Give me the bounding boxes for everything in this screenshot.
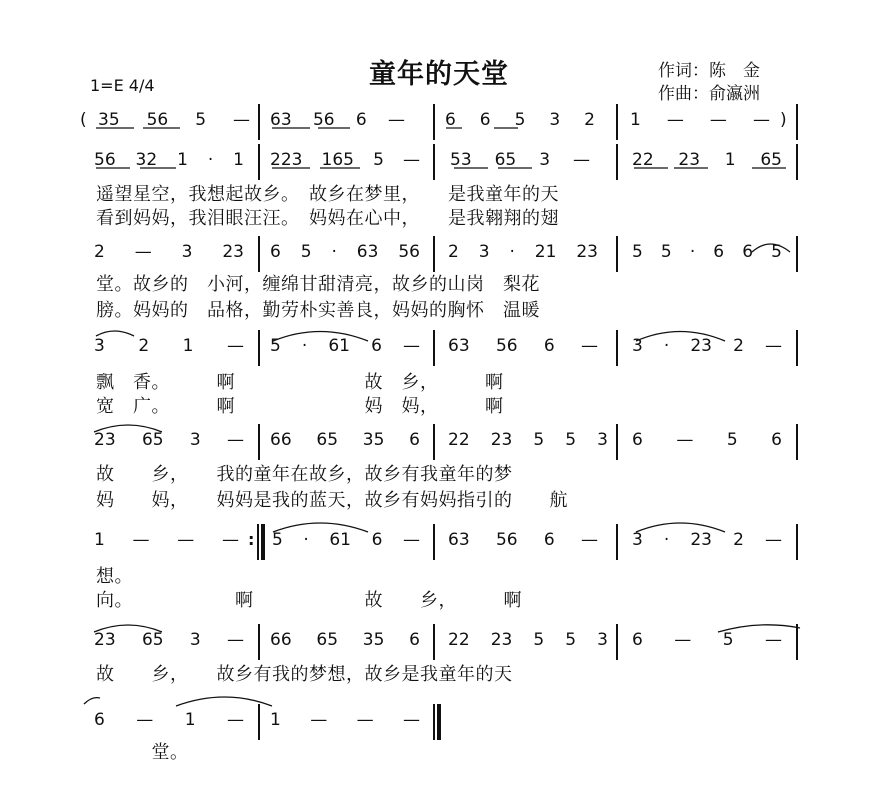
note-group: 23 <box>94 630 116 650</box>
note-group: 6 <box>632 430 643 450</box>
note-group: 5 <box>533 430 545 450</box>
note-group: — <box>402 150 420 170</box>
note-group: 6 <box>771 430 782 450</box>
note-group: — <box>764 630 782 650</box>
note-group: 32 <box>135 150 158 170</box>
note-group: — <box>764 530 782 550</box>
note-group: 35 <box>362 630 385 650</box>
note-group: 3 <box>181 242 193 262</box>
note-group: 65 <box>141 430 164 450</box>
note-group: 3 <box>539 150 551 170</box>
note-group: 5 <box>373 150 384 170</box>
note-group: 5 <box>722 630 734 650</box>
composer-credit: 作曲：俞瀛洲 <box>658 84 760 104</box>
note-group: 56 <box>146 110 169 130</box>
tie <box>84 698 100 704</box>
note-group: 56 <box>312 110 335 130</box>
lyrics-verse-1: 遥望星空，我想起故乡。 故乡在梦里， 是我童年的天 <box>96 184 559 205</box>
note-group: 65 <box>141 630 164 650</box>
note-group: · <box>303 530 309 550</box>
note-group: · <box>331 242 337 262</box>
tie <box>718 625 800 632</box>
lyrics-verse-1: 故 乡， 我的童年在故乡，故乡有我童年的梦 <box>96 464 513 485</box>
lyrics-verse-1: 堂。故乡的 小河，缠绵甘甜清亮，故乡的山岗 梨花 <box>96 274 540 295</box>
note-group: 5 <box>726 430 738 450</box>
note-group: 6 <box>409 630 420 650</box>
note-group: — <box>226 336 244 356</box>
note-group: 56 <box>495 336 518 356</box>
song-title: 童年的天堂 <box>369 59 509 90</box>
note-group: 1 <box>233 150 244 170</box>
note-group: 35 <box>362 430 385 450</box>
note-group: 1 <box>630 110 641 130</box>
note-group: 5 <box>565 630 577 650</box>
lyrics-verse-1: 堂。 <box>96 742 189 763</box>
note-group: — <box>676 430 694 450</box>
note-group: 61 <box>328 336 350 356</box>
repeat-sign: : <box>248 530 255 549</box>
note-group: 65 <box>494 150 517 170</box>
note-group: 56 <box>94 150 116 170</box>
note-group: 61 <box>329 530 351 550</box>
lyrics-verse-2: 膀。妈妈的 品格，勤劳朴实善良，妈妈的胸怀 温暖 <box>96 300 540 321</box>
note-group: 5 <box>533 630 545 650</box>
note-group: 165 <box>321 150 354 170</box>
note-group: 66 <box>270 430 292 450</box>
note-group: — <box>221 530 239 550</box>
slur <box>94 625 162 632</box>
note-group: — <box>227 430 244 450</box>
note-group: — <box>666 110 684 130</box>
key-signature: 1=E 4/4 <box>90 76 155 95</box>
lyrics-verse-1: 故 乡， 故乡有我的梦想，故乡是我童年的天 <box>96 664 513 685</box>
note-group: 23 <box>490 430 513 450</box>
note-group: 23 <box>690 336 712 356</box>
note-group: 23 <box>690 530 712 550</box>
lyrics-verse-2: 看到妈妈，我泪眼汪汪。 妈妈在心中， 是我翱翔的翅 <box>96 208 559 229</box>
note-group: · <box>663 336 670 356</box>
note-group: 2 <box>94 242 105 262</box>
note-group: 6 <box>371 530 383 550</box>
note-group: 3 <box>632 530 643 550</box>
note-group: 22 <box>448 630 470 650</box>
note-group: 3 <box>597 630 608 650</box>
note-group: 3 <box>597 430 608 450</box>
note-group: 223 <box>270 150 303 170</box>
note-group: 23 <box>576 242 598 262</box>
note-group: 56 <box>495 530 518 550</box>
lyrics-verse-1: 想。 <box>96 566 133 587</box>
note-group: — <box>134 242 152 262</box>
note-group: — <box>226 710 244 730</box>
note-group: — <box>764 336 782 356</box>
note-group: 63 <box>270 110 292 130</box>
lyricist-credit: 作词：陈 金 <box>658 61 760 81</box>
note-group: — <box>132 530 150 550</box>
note-group: 65 <box>316 430 339 450</box>
note-group: — <box>227 630 244 650</box>
lyrics-verse-2: 宽 广。 啊 妈 妈， 啊 <box>96 396 504 417</box>
note-group: 2 <box>138 336 150 356</box>
note-group: — <box>402 530 420 550</box>
note-group: — <box>356 710 374 730</box>
note-group: 6 <box>479 110 491 130</box>
note-group: 3 <box>189 630 201 650</box>
note-group: — <box>581 530 598 550</box>
note-group: 6 <box>270 242 281 262</box>
note-group: 1 <box>182 336 194 356</box>
slur <box>96 331 134 336</box>
note-group: 3 <box>94 336 105 356</box>
note-group: · <box>509 242 515 262</box>
note-group: 5 <box>195 110 207 130</box>
note-group: 22 <box>632 150 654 170</box>
note-group: 3 <box>478 242 490 262</box>
note-group: — <box>403 710 420 730</box>
note-group: 53 <box>450 150 472 170</box>
slur <box>636 523 725 532</box>
note-group: 2 <box>733 530 744 550</box>
note-group: — <box>674 630 692 650</box>
note-group: 22 <box>448 430 470 450</box>
lyrics-verse-1: 飘 香。 啊 故 乡， 啊 <box>96 372 504 393</box>
note-group: 1 <box>724 150 736 170</box>
intro-close-paren: ) <box>780 110 787 130</box>
slur <box>273 523 368 532</box>
note-group: 5 <box>270 336 281 356</box>
note-group: 1 <box>94 530 105 550</box>
note-group: 1 <box>270 710 281 730</box>
note-group: 6 <box>445 110 456 130</box>
note-group: 63 <box>356 242 379 262</box>
note-group: — <box>232 110 250 130</box>
slur <box>636 332 725 342</box>
note-group: · <box>663 530 670 550</box>
note-group: 6 <box>355 110 367 130</box>
slur <box>273 332 368 342</box>
note-group: — <box>572 150 590 170</box>
note-group: 23 <box>678 150 701 170</box>
note-group: 6 <box>713 242 725 262</box>
note-group: 5 <box>272 530 283 550</box>
note-group: 6 <box>543 530 555 550</box>
note-group: 5 <box>771 242 782 262</box>
note-group: 35 <box>98 110 120 130</box>
note-group: 23 <box>222 242 244 262</box>
note-group: 65 <box>316 630 339 650</box>
note-group: 56 <box>398 242 420 262</box>
note-group: 3 <box>632 336 643 356</box>
note-group: 6 <box>632 630 643 650</box>
note-group: 2 <box>733 336 744 356</box>
note-group: 23 <box>490 630 513 650</box>
note-group: 2 <box>584 110 595 130</box>
note-group: 5 <box>632 242 643 262</box>
note-group: 66 <box>270 630 292 650</box>
note-group: · <box>301 336 308 356</box>
note-group: — <box>136 710 154 730</box>
note-group: 63 <box>448 530 470 550</box>
note-group: — <box>388 110 405 130</box>
note-group: 3 <box>549 110 561 130</box>
note-group: 6 <box>543 336 555 356</box>
note-group: 65 <box>760 150 782 170</box>
note-group: 21 <box>534 242 557 262</box>
note-group: 5 <box>565 430 577 450</box>
note-group: — <box>402 336 420 356</box>
note-group: 5 <box>514 110 526 130</box>
lyrics-verse-2: 妈 妈， 妈妈是我的蓝天，故乡有妈妈指引的 航 <box>96 490 568 511</box>
note-group: 23 <box>94 430 116 450</box>
note-group: 5 <box>660 242 672 262</box>
note-group: — <box>310 710 328 730</box>
note-group: 3 <box>189 430 201 450</box>
lyrics-verse-2: 向。 啊 故 乡， 啊 <box>96 590 522 611</box>
note-group: 1 <box>177 150 188 170</box>
note-group: 6 <box>409 430 420 450</box>
note-group: — <box>752 110 770 130</box>
note-group: — <box>177 530 195 550</box>
slur <box>752 244 790 252</box>
note-group: — <box>709 110 727 130</box>
slur <box>94 425 162 432</box>
note-group: 6 <box>742 242 754 262</box>
tie <box>176 697 272 706</box>
note-group: 2 <box>448 242 459 262</box>
note-group: 6 <box>371 336 382 356</box>
note-group: — <box>581 336 598 356</box>
note-group: 63 <box>448 336 470 356</box>
note-group: 1 <box>184 710 196 730</box>
note-group: · <box>207 150 214 170</box>
note-group: · <box>689 242 696 262</box>
note-group: 6 <box>94 710 105 730</box>
note-group: 5 <box>300 242 312 262</box>
intro-open-paren: ( <box>80 110 87 130</box>
